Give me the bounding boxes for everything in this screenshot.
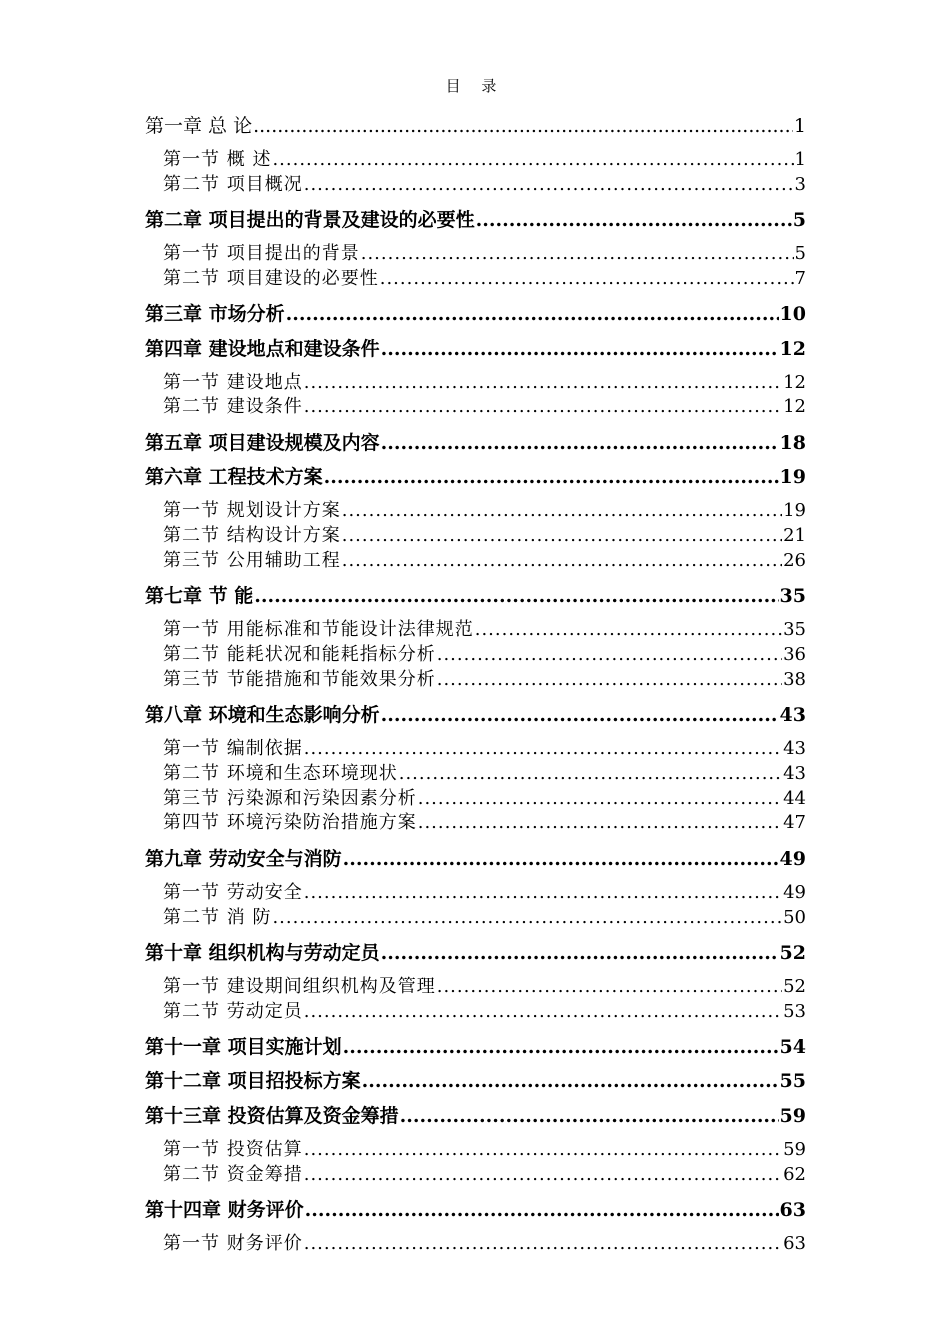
dot-leader [304, 371, 782, 396]
dot-leader [418, 787, 782, 812]
toc-section-entry[interactable] [145, 1000, 806, 1025]
page-number: 12 [783, 371, 806, 393]
dot-leader [381, 703, 779, 727]
toc-section-entry-label: 第一节 编制依据 [163, 738, 303, 760]
page-number: 7 [794, 267, 806, 289]
toc-chapter-entry[interactable] [145, 302, 806, 326]
dot-leader [304, 881, 782, 906]
toc-section-entry-label: 第二节 劳动定员 [163, 1000, 303, 1022]
page-number: 43 [779, 704, 806, 727]
dot-leader [253, 114, 793, 138]
page-number: 63 [779, 1199, 806, 1222]
toc-section-entry-label: 第二节 能耗状况和能耗指标分析 [163, 643, 436, 665]
toc-chapter-entry-label: 第九章 劳动安全与消防 [145, 847, 342, 870]
dot-leader [324, 465, 779, 489]
toc-chapter-entry-label: 第十二章 项目招投标方案 [145, 1070, 361, 1093]
dot-leader [304, 1000, 782, 1025]
toc-chapter-entry-label: 第七章 节 能 [145, 585, 254, 608]
toc-section-entry[interactable] [145, 737, 806, 762]
toc-chapter-entry-label: 第十一章 项目实施计划 [145, 1035, 342, 1058]
table-of-contents [145, 114, 806, 1257]
page-number: 54 [779, 1035, 806, 1058]
dot-leader [475, 618, 782, 643]
dot-leader [272, 906, 782, 931]
page-number: 50 [783, 906, 806, 928]
dot-leader [304, 395, 782, 420]
page-number: 63 [783, 1233, 806, 1255]
page-number: 19 [779, 466, 806, 489]
page-number: 53 [783, 1000, 806, 1022]
toc-chapter-entry-label: 第十章 组织机构与劳动定员 [145, 941, 380, 964]
toc-section-entry-label: 第一节 项目提出的背景 [163, 243, 360, 265]
dot-leader [304, 737, 782, 762]
toc-chapter-entry-label: 第六章 工程技术方案 [145, 466, 323, 489]
dot-leader [304, 173, 794, 198]
toc-section-entry[interactable] [145, 643, 806, 668]
toc-section-entry-label: 第一节 概 述 [163, 149, 272, 170]
toc-section-entry-label: 第二节 结构设计方案 [163, 525, 341, 547]
toc-chapter-entry[interactable] [145, 1198, 806, 1222]
page-number: 52 [783, 975, 806, 997]
toc-section-entry[interactable] [145, 499, 806, 524]
page-number: 18 [779, 431, 806, 454]
dot-leader [476, 208, 792, 232]
dot-leader [254, 584, 778, 608]
toc-section-entry[interactable] [145, 1138, 806, 1163]
toc-chapter-entry-label: 第二章 项目提出的背景及建设的必要性 [145, 209, 475, 232]
dot-leader [380, 267, 794, 292]
page-number: 44 [783, 787, 806, 809]
page-number: 38 [783, 668, 806, 690]
page-number: 1 [793, 115, 806, 137]
toc-section-entry-label: 第二节 项目概况 [163, 173, 303, 195]
toc-chapter-entry-label: 第十三章 投资估算及资金筹措 [145, 1104, 399, 1127]
toc-chapter-entry[interactable] [145, 114, 806, 138]
dot-leader [400, 1104, 779, 1128]
toc-section-entry[interactable] [145, 371, 806, 396]
dot-leader [304, 1138, 782, 1163]
page-number: 5 [792, 209, 806, 232]
dot-leader [437, 975, 782, 1000]
toc-section-entry[interactable] [145, 787, 806, 812]
toc-section-entry-label: 第一节 用能标准和节能设计法律规范 [163, 619, 474, 641]
page-number: 12 [779, 337, 806, 360]
dot-leader [286, 302, 779, 326]
toc-chapter-entry[interactable] [145, 847, 806, 871]
toc-chapter-entry-label: 第四章 建设地点和建设条件 [145, 337, 380, 360]
dot-leader [418, 811, 782, 836]
toc-section-entry-label: 第四节 环境污染防治措施方案 [163, 812, 417, 834]
toc-section-entry[interactable] [145, 173, 806, 198]
toc-section-entry-label: 第一节 建设期间组织机构及管理 [163, 975, 436, 997]
toc-chapter-entry[interactable] [145, 337, 806, 361]
page-number: 52 [779, 941, 806, 964]
toc-section-entry-label: 第一节 劳动安全 [163, 881, 303, 903]
dot-leader [362, 1069, 779, 1093]
toc-section-entry-label: 第一节 财务评价 [163, 1233, 303, 1255]
toc-section-entry-label: 第三节 污染源和污染因素分析 [163, 787, 417, 809]
page-number: 36 [783, 643, 806, 665]
page-number: 43 [783, 762, 806, 784]
page-number: 26 [783, 549, 806, 571]
page-number: 62 [783, 1163, 806, 1185]
dot-leader [342, 499, 782, 524]
toc-section-entry-label: 第三节 公用辅助工程 [163, 549, 341, 571]
dot-leader [381, 337, 779, 361]
dot-leader [342, 524, 782, 549]
page-number: 1 [794, 149, 806, 170]
toc-section-entry-label: 第一节 规划设计方案 [163, 500, 341, 522]
dot-leader [381, 941, 779, 965]
toc-section-entry-label: 第二节 建设条件 [163, 396, 303, 418]
toc-section-entry[interactable] [145, 242, 806, 267]
toc-chapter-entry[interactable] [145, 584, 806, 608]
toc-section-entry[interactable] [145, 881, 806, 906]
toc-chapter-entry[interactable] [145, 1035, 806, 1059]
toc-section-entry-label: 第一节 投资估算 [163, 1138, 303, 1160]
toc-section-entry[interactable] [145, 906, 806, 931]
dot-leader [343, 1035, 779, 1059]
dot-leader [437, 668, 782, 693]
toc-chapter-entry-label: 第三章 市场分析 [145, 303, 285, 326]
toc-chapter-entry[interactable] [145, 941, 806, 965]
toc-section-entry[interactable] [145, 524, 806, 549]
dot-leader [272, 148, 793, 173]
toc-chapter-entry[interactable] [145, 208, 806, 232]
page-number: 55 [779, 1070, 806, 1093]
page-number: 19 [783, 500, 806, 522]
toc-chapter-entry-label: 第五章 项目建设规模及内容 [145, 431, 380, 454]
toc-chapter-entry[interactable] [145, 1104, 806, 1128]
toc-section-entry[interactable] [145, 975, 806, 1000]
dot-leader [304, 1163, 782, 1188]
toc-section-entry[interactable] [145, 1232, 806, 1257]
page-number: 47 [783, 812, 806, 834]
toc-section-entry[interactable] [145, 395, 806, 420]
toc-chapter-entry[interactable] [145, 1069, 806, 1093]
page-number: 59 [783, 1138, 806, 1160]
page-number: 35 [779, 585, 806, 608]
page-number: 49 [783, 881, 806, 903]
toc-section-entry-label: 第三节 节能措施和节能效果分析 [163, 668, 436, 690]
dot-leader [437, 643, 782, 668]
page-number: 35 [783, 619, 806, 641]
toc-title: 目 录 [445, 77, 505, 95]
toc-chapter-entry[interactable] [145, 431, 806, 455]
toc-section-entry[interactable] [145, 267, 806, 292]
toc-section-entry[interactable] [145, 762, 806, 787]
toc-section-entry-label: 第二节 环境和生态环境现状 [163, 762, 398, 784]
toc-chapter-entry-label: 第一章 总 论 [145, 115, 253, 137]
toc-chapter-entry[interactable] [145, 465, 806, 489]
toc-section-entry[interactable] [145, 668, 806, 693]
dot-leader [343, 847, 779, 871]
page-number: 43 [783, 738, 806, 760]
dot-leader [305, 1198, 779, 1222]
dot-leader [342, 549, 782, 574]
toc-section-entry-label: 第二节 消 防 [163, 906, 272, 928]
page-number: 12 [783, 396, 806, 418]
page-number: 10 [779, 303, 806, 326]
page-number: 3 [794, 173, 806, 195]
toc-section-entry[interactable] [145, 1163, 806, 1188]
toc-chapter-entry-label: 第十四章 财务评价 [145, 1199, 304, 1222]
page-number: 59 [779, 1104, 806, 1127]
toc-section-entry[interactable] [145, 549, 806, 574]
page-number: 49 [779, 847, 806, 870]
dot-leader [361, 242, 794, 267]
toc-section-entry-label: 第二节 资金筹措 [163, 1163, 303, 1185]
toc-section-entry[interactable] [145, 148, 806, 173]
toc-section-entry-label: 第一节 建设地点 [163, 371, 303, 393]
dot-leader [381, 431, 779, 455]
dot-leader [304, 1232, 782, 1257]
toc-section-entry[interactable] [145, 618, 806, 643]
dot-leader [399, 762, 782, 787]
page-number: 21 [783, 525, 806, 547]
toc-section-entry-label: 第二节 项目建设的必要性 [163, 267, 379, 289]
toc-chapter-entry[interactable] [145, 703, 806, 727]
toc-chapter-entry-label: 第八章 环境和生态影响分析 [145, 704, 380, 727]
page-number: 5 [794, 243, 806, 265]
toc-section-entry[interactable] [145, 811, 806, 836]
